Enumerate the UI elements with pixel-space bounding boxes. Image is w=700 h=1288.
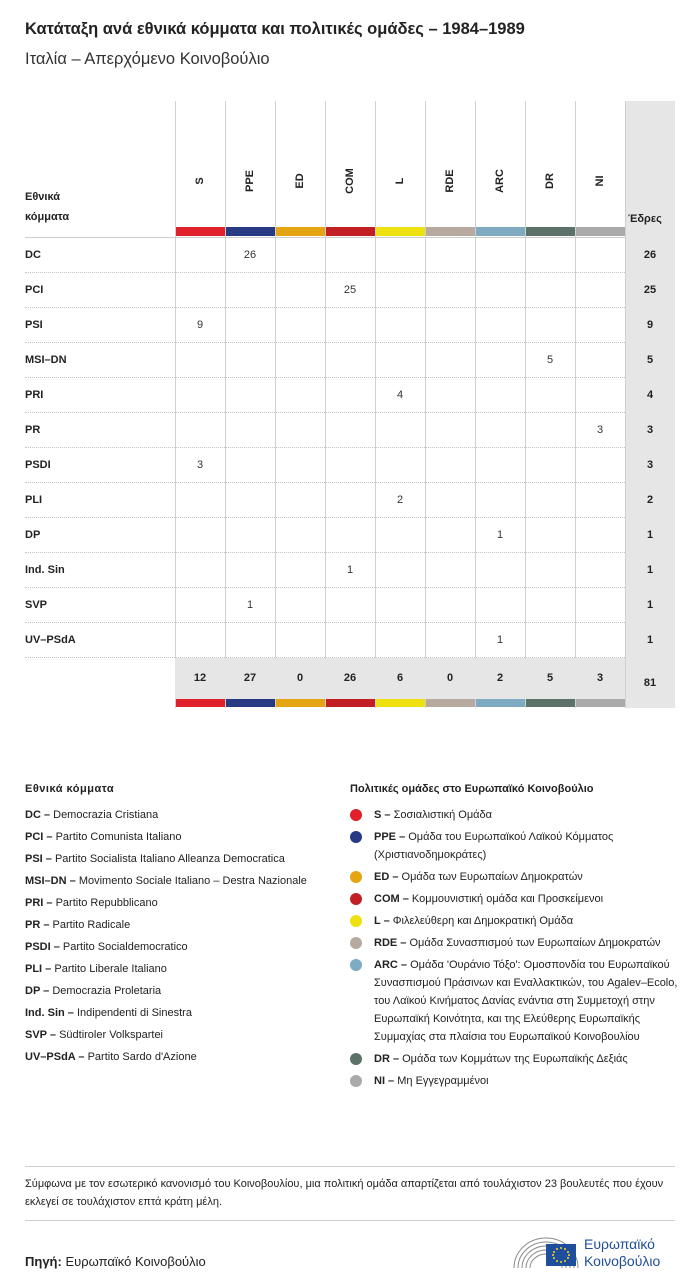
- seat-cell: [375, 553, 425, 588]
- group-code: RDE –: [374, 937, 407, 949]
- table-row: [25, 588, 675, 623]
- group-color-bar: [526, 698, 575, 707]
- group-column-header: [575, 141, 625, 221]
- seat-cell: [175, 273, 225, 308]
- party-name: PRI: [25, 389, 44, 401]
- seat-cell: [275, 483, 325, 518]
- party-full-name: Democrazia Cristiana: [53, 809, 159, 821]
- table-row: [25, 273, 675, 308]
- seat-cell: [575, 623, 625, 658]
- group-color-bar: [526, 227, 575, 236]
- party-code: PR –: [25, 919, 50, 931]
- row-seat-total: 3: [646, 424, 654, 436]
- seat-cell: [275, 308, 325, 343]
- seat-cell: [575, 378, 625, 413]
- seat-cell: 3: [196, 459, 204, 471]
- group-color-bar: [326, 227, 375, 236]
- group-code: ED –: [374, 871, 399, 883]
- national-legend-item: [25, 938, 325, 956]
- party-full-name: Partito Socialista Italiano Alleanza Democratica: [54, 853, 285, 865]
- group-full-name: Ομάδα των Ευρωπαίων Δημοκρατών: [401, 871, 583, 883]
- grand-total: 81: [643, 677, 657, 689]
- seat-cell: [425, 343, 475, 378]
- seat-cell: [475, 448, 525, 483]
- national-legend-item: [25, 894, 325, 912]
- table-row: [25, 483, 675, 518]
- group-color-bar: [376, 227, 425, 236]
- row-seat-total: 26: [643, 249, 657, 261]
- group-color-bar: [276, 698, 325, 707]
- seat-cell: [525, 238, 575, 273]
- party-code: PSI –: [25, 853, 52, 865]
- party-code: PRI –: [25, 897, 53, 909]
- group-code: RDE: [444, 169, 456, 193]
- seat-cell: [375, 448, 425, 483]
- seat-cell: [175, 518, 225, 553]
- seat-cell: [275, 413, 325, 448]
- seat-cell: [175, 483, 225, 518]
- national-legend-item: [25, 1026, 325, 1044]
- national-legend-item: [25, 916, 325, 934]
- party-full-name: Partito Socialdemocratico: [62, 941, 188, 953]
- table-row: [25, 518, 675, 553]
- group-color-dot: [350, 893, 362, 905]
- group-color-dot: [350, 871, 362, 883]
- group-legend-item: [350, 806, 680, 824]
- group-color-bar: [176, 227, 225, 236]
- group-total: 0: [296, 672, 304, 684]
- group-code: ED: [294, 173, 306, 189]
- source: [25, 1254, 206, 1269]
- party-name: Ind. Sin: [25, 564, 65, 576]
- group-column-header: [475, 141, 525, 221]
- group-legend-item: [350, 1050, 680, 1068]
- table-row: [25, 413, 675, 448]
- group-total: 3: [596, 672, 604, 684]
- row-seat-total: 25: [643, 284, 657, 296]
- seat-cell: [575, 343, 625, 378]
- group-code: PPE: [244, 169, 256, 193]
- group-full-name: Ομάδα του Ευρωπαϊκού Λαϊκού Κόμματος (Χριστιανοδημοκράτες): [374, 831, 614, 861]
- group-color-dot: [350, 937, 362, 949]
- group-color-bar: [426, 698, 475, 707]
- seat-cell: [375, 343, 425, 378]
- seat-cell: [525, 273, 575, 308]
- seat-cell: [225, 483, 275, 518]
- party-full-name: Partito Sardo d'Azione: [87, 1051, 197, 1063]
- seat-cell: [425, 588, 475, 623]
- national-parties-header: [25, 187, 69, 227]
- group-code: ARC –: [374, 959, 408, 971]
- seat-cell: [225, 553, 275, 588]
- group-color-bar: [176, 698, 225, 707]
- seat-cell: [475, 273, 525, 308]
- group-column-header: [175, 141, 225, 221]
- group-color-bar: [426, 227, 475, 236]
- table-row: [25, 308, 675, 343]
- seat-cell: 3: [596, 424, 604, 436]
- party-full-name: Partito Repubblicano: [55, 897, 158, 909]
- group-color-bar: [576, 698, 625, 707]
- seat-cell: [375, 273, 425, 308]
- group-color-dot: [350, 915, 362, 927]
- national-legend-item: [25, 982, 325, 1000]
- group-color-bar: [576, 227, 625, 236]
- seat-cell: [325, 238, 375, 273]
- seat-cell: 25: [343, 284, 357, 296]
- group-color-bar: [376, 698, 425, 707]
- party-code: DC –: [25, 809, 51, 821]
- seat-cell: [575, 448, 625, 483]
- source-text: Ευρωπαϊκό Κοινοβούλιο: [65, 1254, 206, 1269]
- group-column-header: [425, 141, 475, 221]
- divider: [25, 1166, 675, 1167]
- seat-cell: [525, 623, 575, 658]
- party-name: PSDI: [25, 459, 51, 471]
- party-code: PSDI –: [25, 941, 60, 953]
- group-code: COM: [344, 168, 356, 194]
- group-full-name: Κομμουνιστική ομάδα και Προσκείμενοι: [411, 893, 604, 905]
- group-color-dot: [350, 959, 362, 971]
- seat-cell: [475, 308, 525, 343]
- seat-cell: [525, 413, 575, 448]
- group-total: 6: [396, 672, 404, 684]
- seat-cell: [275, 378, 325, 413]
- seat-cell: 2: [396, 494, 404, 506]
- seats-header: Έδρες: [628, 213, 662, 225]
- page-title: Κατάταξη ανά εθνικά κόμματα και πολιτικές ομάδες – 1984–1989: [25, 20, 525, 38]
- group-total: 27: [243, 672, 257, 684]
- group-total: 12: [193, 672, 207, 684]
- national-legend-item: [25, 850, 325, 868]
- seats-table: [25, 101, 675, 709]
- party-code: DP –: [25, 985, 50, 997]
- seat-cell: 5: [546, 354, 554, 366]
- party-name: UV–PSdA: [25, 634, 76, 646]
- seat-cell: [425, 518, 475, 553]
- seat-cell: [225, 343, 275, 378]
- seat-cell: [375, 308, 425, 343]
- table-row: [25, 343, 675, 378]
- seat-cell: [375, 238, 425, 273]
- seat-cell: [575, 238, 625, 273]
- seat-cell: [375, 518, 425, 553]
- seat-cell: [175, 238, 225, 273]
- seat-cell: [225, 448, 275, 483]
- seat-cell: [475, 483, 525, 518]
- seat-cell: [275, 343, 325, 378]
- group-color-dot: [350, 809, 362, 821]
- group-total: 2: [496, 672, 504, 684]
- group-legend-item: [350, 912, 680, 930]
- party-code: PCI –: [25, 831, 53, 843]
- seat-cell: [325, 343, 375, 378]
- seat-cell: [275, 238, 325, 273]
- seat-cell: [175, 378, 225, 413]
- group-column-header: [225, 141, 275, 221]
- seat-cell: [525, 378, 575, 413]
- party-full-name: Movimento Sociale Italiano – Destra Nazionale: [78, 875, 307, 887]
- seat-cell: [475, 378, 525, 413]
- party-full-name: Indipendenti di Sinestra: [76, 1007, 192, 1019]
- party-name: PSI: [25, 319, 43, 331]
- group-total: 0: [446, 672, 454, 684]
- group-total: 26: [343, 672, 357, 684]
- seat-cell: 9: [196, 319, 204, 331]
- group-color-bar: [476, 227, 525, 236]
- group-legend: [350, 806, 680, 1094]
- party-name: DC: [25, 249, 41, 261]
- seat-cell: [525, 588, 575, 623]
- national-legend-item: [25, 1048, 325, 1066]
- group-column-header: [275, 141, 325, 221]
- seat-cell: [225, 273, 275, 308]
- seat-cell: [525, 553, 575, 588]
- seat-cell: [325, 518, 375, 553]
- seat-cell: [325, 448, 375, 483]
- seat-cell: [225, 308, 275, 343]
- seat-cell: [275, 588, 325, 623]
- logo-text: [584, 1236, 660, 1270]
- seat-cell: 1: [346, 564, 354, 576]
- table-row: [25, 448, 675, 483]
- seat-cell: [225, 413, 275, 448]
- seat-cell: [175, 413, 225, 448]
- party-code: UV–PSdA –: [25, 1051, 85, 1063]
- divider: [25, 1220, 675, 1221]
- seat-cell: [525, 308, 575, 343]
- seat-cell: [475, 588, 525, 623]
- row-seat-total: 4: [646, 389, 654, 401]
- group-color-bar: [226, 698, 275, 707]
- seat-cell: [325, 483, 375, 518]
- row-seat-total: 1: [646, 529, 654, 541]
- seat-cell: [425, 238, 475, 273]
- group-color-dot: [350, 831, 362, 843]
- national-legend-item: [25, 872, 325, 890]
- seat-cell: [175, 553, 225, 588]
- group-full-name: Φιλελεύθερη και Δημοκρατική Ομάδα: [392, 915, 574, 927]
- seat-cell: [575, 273, 625, 308]
- row-seat-total: 1: [646, 634, 654, 646]
- group-legend-item: [350, 956, 680, 1046]
- group-column-header: [375, 141, 425, 221]
- group-code: NI: [594, 175, 606, 187]
- group-legend-item: [350, 934, 680, 952]
- group-color-bar: [226, 227, 275, 236]
- group-code: DR: [544, 173, 556, 189]
- footnote: Σύμφωνα με τον εσωτερικό κανονισμό του Κοινοβουλίου, μια πολιτική ομάδα απαρτίζεται από τουλάχιστον 23 βουλευτές που έχουν εκλεγεί σε τουλάχιστον επτά κράτη μέλη.: [25, 1178, 664, 1208]
- national-legend-heading: Εθνικά κόμματα: [25, 783, 115, 795]
- seat-cell: [525, 448, 575, 483]
- group-code: ARC: [494, 169, 506, 193]
- row-seat-total: 1: [646, 599, 654, 611]
- party-name: PCI: [25, 284, 44, 296]
- seat-cell: [575, 483, 625, 518]
- group-code: COM –: [374, 893, 409, 905]
- seat-cell: [175, 588, 225, 623]
- seat-cell: [275, 553, 325, 588]
- seat-cell: [225, 518, 275, 553]
- seat-cell: [575, 553, 625, 588]
- seat-cell: [175, 343, 225, 378]
- group-full-name: Ομάδα 'Ουράνιο Τόξο': Ομοσπονδία του Ευρωπαϊκού Συνασπισμού Πράσινων και Εναλλακτικών, του Agalev–Ecolo, του Λαϊκού Κινήματος Δανίας ενάντια στη Συμμετοχή στην Ευρωπαϊκή Κοινότητα, και της Ελεύθερης Ευρωπαϊκής Συμμαχίας στα πλαίσια του Ευρωπαϊκού Κοινοβουλίου: [374, 959, 678, 1043]
- group-color-dot: [350, 1075, 362, 1087]
- group-legend-item: [350, 1072, 680, 1090]
- seat-cell: [325, 623, 375, 658]
- seat-cell: [425, 273, 475, 308]
- party-name: PLI: [25, 494, 43, 506]
- party-name: MSI–DN: [25, 354, 67, 366]
- party-code: Ind. Sin –: [25, 1007, 74, 1019]
- group-code: S: [194, 177, 206, 185]
- table-row: [25, 238, 675, 273]
- seat-cell: [525, 483, 575, 518]
- seat-cell: [375, 588, 425, 623]
- party-full-name: Partito Liberale Italiano: [54, 963, 167, 975]
- national-legend: [25, 806, 325, 1070]
- seat-cell: [375, 413, 425, 448]
- source-label: Πηγή:: [25, 1254, 62, 1269]
- group-code: L: [394, 177, 406, 185]
- seat-cell: 26: [243, 249, 257, 261]
- group-color-bar: [326, 698, 375, 707]
- seat-cell: [425, 483, 475, 518]
- seat-cell: [425, 308, 475, 343]
- national-legend-item: [25, 960, 325, 978]
- seat-cell: [425, 378, 475, 413]
- group-color-dot: [350, 1053, 362, 1065]
- seat-cell: [225, 378, 275, 413]
- party-full-name: Südtiroler Volkspartei: [59, 1029, 164, 1041]
- party-full-name: Partito Radicale: [52, 919, 131, 931]
- row-seat-total: 3: [646, 459, 654, 471]
- seat-cell: 1: [246, 599, 254, 611]
- seat-cell: [475, 343, 525, 378]
- logo-line1: Ευρωπαϊκό: [584, 1236, 655, 1252]
- logo-line2: Κοινοβούλιο: [584, 1253, 661, 1269]
- page-subtitle: Ιταλία – Απερχόμενο Κοινοβούλιο: [25, 50, 270, 68]
- group-full-name: Ομάδα Συνασπισμού των Ευρωπαίων Δημοκρατών: [409, 937, 661, 949]
- group-legend-item: [350, 868, 680, 886]
- group-full-name: Ομάδα των Κομμάτων της Ευρωπαϊκής Δεξιάς: [402, 1053, 628, 1065]
- seat-cell: [475, 238, 525, 273]
- seat-cell: [425, 448, 475, 483]
- table-row: [25, 553, 675, 588]
- seat-cell: [575, 308, 625, 343]
- seat-cell: [325, 588, 375, 623]
- seat-cell: [325, 413, 375, 448]
- group-legend-item: [350, 890, 680, 908]
- party-name: SVP: [25, 599, 48, 611]
- table-row: [25, 378, 675, 413]
- group-column-header: [325, 141, 375, 221]
- seat-cell: [175, 623, 225, 658]
- group-code: S –: [374, 809, 391, 821]
- seat-cell: [525, 518, 575, 553]
- group-code: L –: [374, 915, 390, 927]
- seat-cell: [425, 623, 475, 658]
- group-full-name: Μη Εγγεγραμμένοι: [397, 1075, 489, 1087]
- seat-cell: 4: [396, 389, 404, 401]
- row-seat-total: 5: [646, 354, 654, 366]
- group-color-bar: [276, 227, 325, 236]
- party-code: SVP –: [25, 1029, 56, 1041]
- group-legend-item: [350, 828, 680, 864]
- seat-cell: [275, 518, 325, 553]
- party-code: PLI –: [25, 963, 52, 975]
- party-name: PR: [25, 424, 41, 436]
- national-legend-item: [25, 1004, 325, 1022]
- group-code: DR –: [374, 1053, 400, 1065]
- group-full-name: Σοσιαλιστική Ομάδα: [393, 809, 493, 821]
- seat-cell: [325, 378, 375, 413]
- national-header-line2: κόμματα: [25, 211, 70, 223]
- seat-cell: [275, 623, 325, 658]
- row-seat-total: 2: [646, 494, 654, 506]
- national-legend-item: [25, 828, 325, 846]
- national-legend-item: [25, 806, 325, 824]
- seat-cell: [375, 623, 425, 658]
- seat-cell: [575, 588, 625, 623]
- seat-cell: [225, 623, 275, 658]
- group-code: PPE –: [374, 831, 406, 843]
- seat-cell: [425, 553, 475, 588]
- seat-cell: [275, 273, 325, 308]
- national-header-line1: Εθνικά: [25, 191, 60, 203]
- party-full-name: Partito Comunista Italiano: [55, 831, 182, 843]
- group-total: 5: [546, 672, 554, 684]
- group-code: NI –: [374, 1075, 395, 1087]
- group-color-bar: [476, 698, 525, 707]
- party-name: DP: [25, 529, 41, 541]
- seat-cell: [325, 308, 375, 343]
- seat-cell: [575, 518, 625, 553]
- party-full-name: Democrazia Proletaria: [52, 985, 162, 997]
- seat-cell: [475, 553, 525, 588]
- row-seat-total: 1: [646, 564, 654, 576]
- seat-cell: [275, 448, 325, 483]
- party-code: MSI–DN –: [25, 875, 76, 887]
- table-row: [25, 623, 675, 658]
- seat-cell: [475, 413, 525, 448]
- seat-cell: 1: [496, 529, 504, 541]
- row-seat-total: 9: [646, 319, 654, 331]
- seat-cell: [425, 413, 475, 448]
- group-legend-heading: Πολιτικές ομάδες στο Ευρωπαϊκό Κοινοβούλιο: [350, 783, 594, 795]
- seat-cell: 1: [496, 634, 504, 646]
- group-column-header: [525, 141, 575, 221]
